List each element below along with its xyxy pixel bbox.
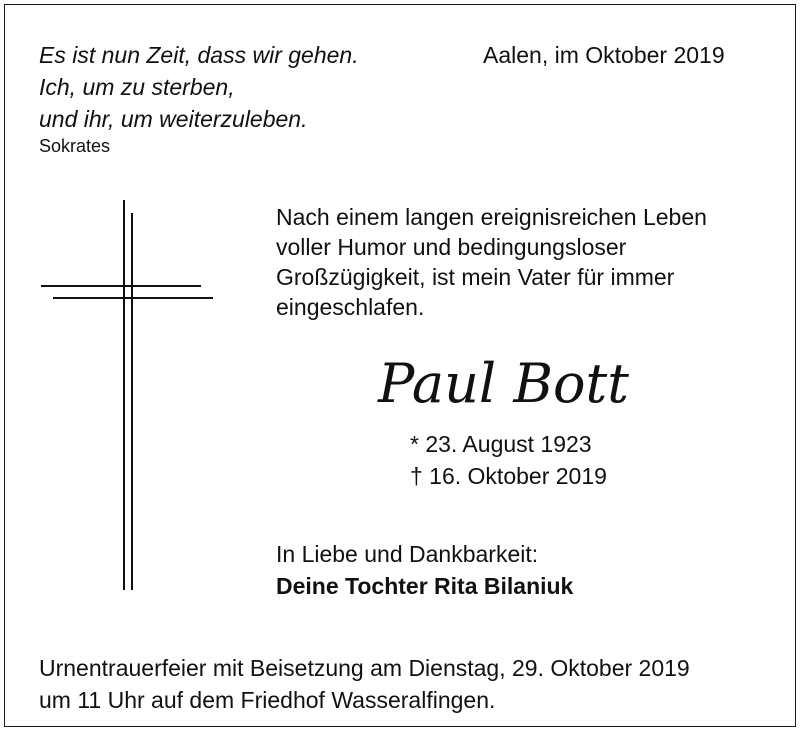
cross-horizontal-line-top <box>41 285 201 287</box>
message-line-2: voller Humor und bedingungsloser <box>276 234 627 260</box>
quote-line-2: Ich, um zu sterben, <box>39 74 235 100</box>
cross-vertical-line-right <box>131 213 133 590</box>
ceremony-info <box>39 652 690 716</box>
place-date: Aalen, im Oktober 2019 <box>483 42 725 68</box>
birth-date: * 23. August 1923 <box>410 431 592 457</box>
message-line-3: Großzügigkeit, ist mein Vater für immer <box>276 264 675 290</box>
closing-phrase: In Liebe und Dankbarkeit: <box>276 541 539 567</box>
cross-vertical-line-left <box>123 200 125 590</box>
cross-icon <box>41 200 213 590</box>
message <box>276 202 707 322</box>
message-line-4: eingeschlafen. <box>276 294 425 320</box>
message-line-1: Nach einem langen ereignisreichen Leben <box>276 204 707 230</box>
deceased-name-script <box>376 340 676 430</box>
ceremony-line-2: um 11 Uhr auf dem Friedhof Wasseralfingen. <box>39 687 496 713</box>
closing-signer: Deine Tochter Rita Bilaniuk <box>276 573 574 599</box>
deceased-name <box>376 340 676 430</box>
deceased-name-text: Paul Bott <box>378 352 629 415</box>
life-dates <box>410 428 607 492</box>
quote-author: Sokrates <box>39 136 111 156</box>
closing <box>276 538 573 602</box>
obituary-notice <box>4 4 796 727</box>
quote-line-1: Es ist nun Zeit, dass wir gehen. <box>39 42 359 68</box>
cross-horizontal-line-bottom <box>53 297 213 299</box>
death-date: † 16. Oktober 2019 <box>410 463 607 489</box>
ceremony-line-1: Urnentrauerfeier mit Beisetzung am Dienstag, 29. Oktober 2019 <box>39 655 690 681</box>
quote-line-3: und ihr, um weiterzuleben. <box>39 106 308 132</box>
quote <box>39 39 359 135</box>
